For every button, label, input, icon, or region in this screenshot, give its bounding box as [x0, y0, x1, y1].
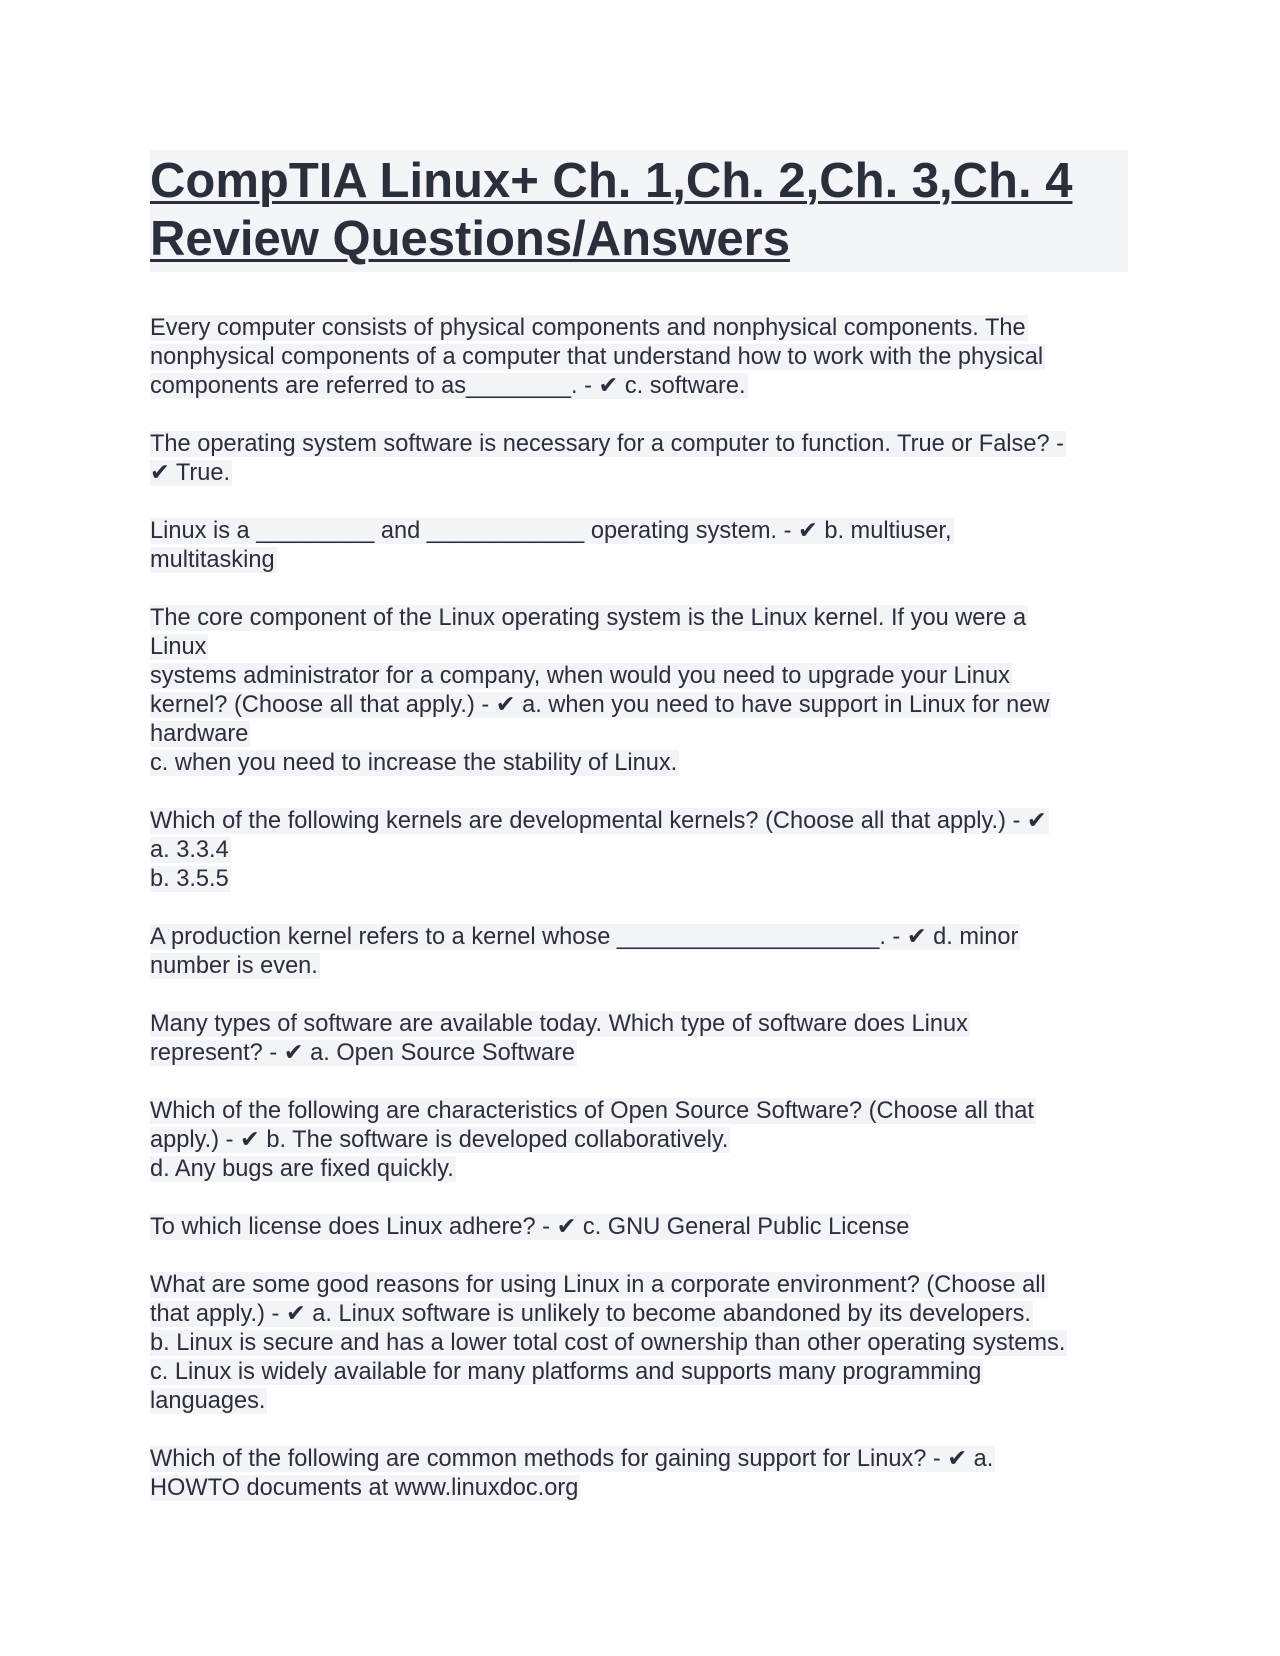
qa-line-text: Linux is a _________ and ____________ operating system. - ✔ b. multiuser, — [150, 518, 952, 544]
qa-line-text: Many types of software are available today. Which type of software does Linux — [150, 1011, 968, 1037]
qa-line-text: that apply.) - ✔ a. Linux software is unlikely to become abandoned by its developers. — [150, 1301, 1031, 1327]
qa-line — [150, 1010, 1130, 1039]
qa-item — [150, 923, 1130, 981]
qa-line — [150, 1474, 1130, 1503]
qa-list — [150, 314, 1130, 1503]
qa-line — [150, 662, 1130, 691]
qa-line-text: ✔ True. — [150, 460, 231, 486]
qa-line — [150, 1126, 1130, 1155]
qa-line — [150, 952, 1130, 981]
qa-line — [150, 1155, 1130, 1184]
qa-line-text: A production kernel refers to a kernel whose ____________________. - ✔ d. minor — [150, 924, 1019, 950]
qa-line — [150, 430, 1130, 459]
qa-line — [150, 1300, 1130, 1329]
qa-line-text: The operating system software is necessary for a computer to function. True or False? - — [150, 431, 1065, 457]
qa-line-text: systems administrator for a company, when would you need to upgrade your Linux — [150, 663, 1010, 689]
qa-line — [150, 691, 1130, 720]
qa-item — [150, 604, 1130, 778]
qa-line-text: Which of the following are common methods for gaining support for Linux? - ✔ a. — [150, 1446, 994, 1472]
qa-item — [150, 1271, 1130, 1416]
qa-item — [150, 807, 1130, 894]
qa-item — [150, 1445, 1130, 1503]
qa-line — [150, 720, 1130, 749]
qa-line-text: hardware — [150, 721, 249, 747]
qa-line-text: number is even. — [150, 953, 318, 979]
qa-line — [150, 1097, 1130, 1126]
qa-line-text: a. 3.3.4 — [150, 837, 229, 863]
qa-line-text: components are referred to as________. - ✔ c. software. — [150, 373, 746, 399]
qa-line — [150, 314, 1130, 343]
qa-line-text: The core component of the Linux operating system is the Linux kernel. If you were a — [150, 605, 1027, 631]
qa-line-text: apply.) - ✔ b. The software is developed collaboratively. — [150, 1127, 729, 1153]
qa-line — [150, 517, 1130, 546]
qa-line — [150, 1358, 1130, 1387]
qa-line-text: Every computer consists of physical components and nonphysical components. The — [150, 315, 1026, 341]
qa-line-text: Linux — [150, 634, 207, 660]
qa-item — [150, 314, 1130, 401]
qa-line — [150, 807, 1130, 836]
qa-line-text: b. 3.5.5 — [150, 866, 229, 892]
qa-line-text: HOWTO documents at www.linuxdoc.org — [150, 1475, 579, 1501]
qa-line — [150, 1329, 1130, 1358]
qa-line — [150, 546, 1130, 575]
qa-line-text: d. Any bugs are fixed quickly. — [150, 1156, 454, 1182]
qa-line-text: Which of the following kernels are developmental kernels? (Choose all that apply.) - ✔ — [150, 808, 1047, 834]
qa-line — [150, 604, 1130, 633]
title-line: CompTIA Linux+ Ch. 1,Ch. 2,Ch. 3,Ch. 4 — [150, 154, 1073, 208]
qa-item — [150, 430, 1130, 488]
qa-line-text: multitasking — [150, 547, 275, 573]
qa-item — [150, 1213, 1130, 1242]
qa-line — [150, 836, 1130, 865]
qa-line — [150, 923, 1130, 952]
qa-line — [150, 865, 1130, 894]
qa-line-text: nonphysical components of a computer that understand how to work with the physical — [150, 344, 1044, 370]
document-title — [150, 150, 1128, 272]
qa-line — [150, 749, 1130, 778]
qa-line-text: Which of the following are characteristics of Open Source Software? (Choose all that — [150, 1098, 1034, 1124]
qa-line-text: languages. — [150, 1388, 266, 1414]
qa-item — [150, 1010, 1130, 1068]
qa-line — [150, 1039, 1130, 1068]
qa-line — [150, 459, 1130, 488]
qa-line — [150, 1213, 1130, 1242]
title-line: Review Questions/Answers — [150, 212, 790, 266]
qa-line-text: represent? - ✔ a. Open Source Software — [150, 1040, 576, 1066]
qa-line-text: To which license does Linux adhere? - ✔ c. GNU General Public License — [150, 1214, 910, 1240]
qa-line — [150, 1271, 1130, 1300]
qa-line — [150, 1387, 1130, 1416]
qa-line-text: b. Linux is secure and has a lower total cost of ownership than other operating systems. — [150, 1330, 1066, 1356]
qa-line-text: kernel? (Choose all that apply.) - ✔ a. when you need to have support in Linux for new — [150, 692, 1050, 718]
qa-line-text: c. when you need to increase the stability of Linux. — [150, 750, 678, 776]
qa-line-text: c. Linux is widely available for many platforms and supports many programming — [150, 1359, 982, 1385]
qa-line — [150, 372, 1130, 401]
qa-line-text: What are some good reasons for using Linux in a corporate environment? (Choose all — [150, 1272, 1046, 1298]
qa-item — [150, 517, 1130, 575]
qa-line — [150, 343, 1130, 372]
document-page — [150, 150, 1130, 1532]
qa-item — [150, 1097, 1130, 1184]
qa-line — [150, 633, 1130, 662]
qa-line — [150, 1445, 1130, 1474]
